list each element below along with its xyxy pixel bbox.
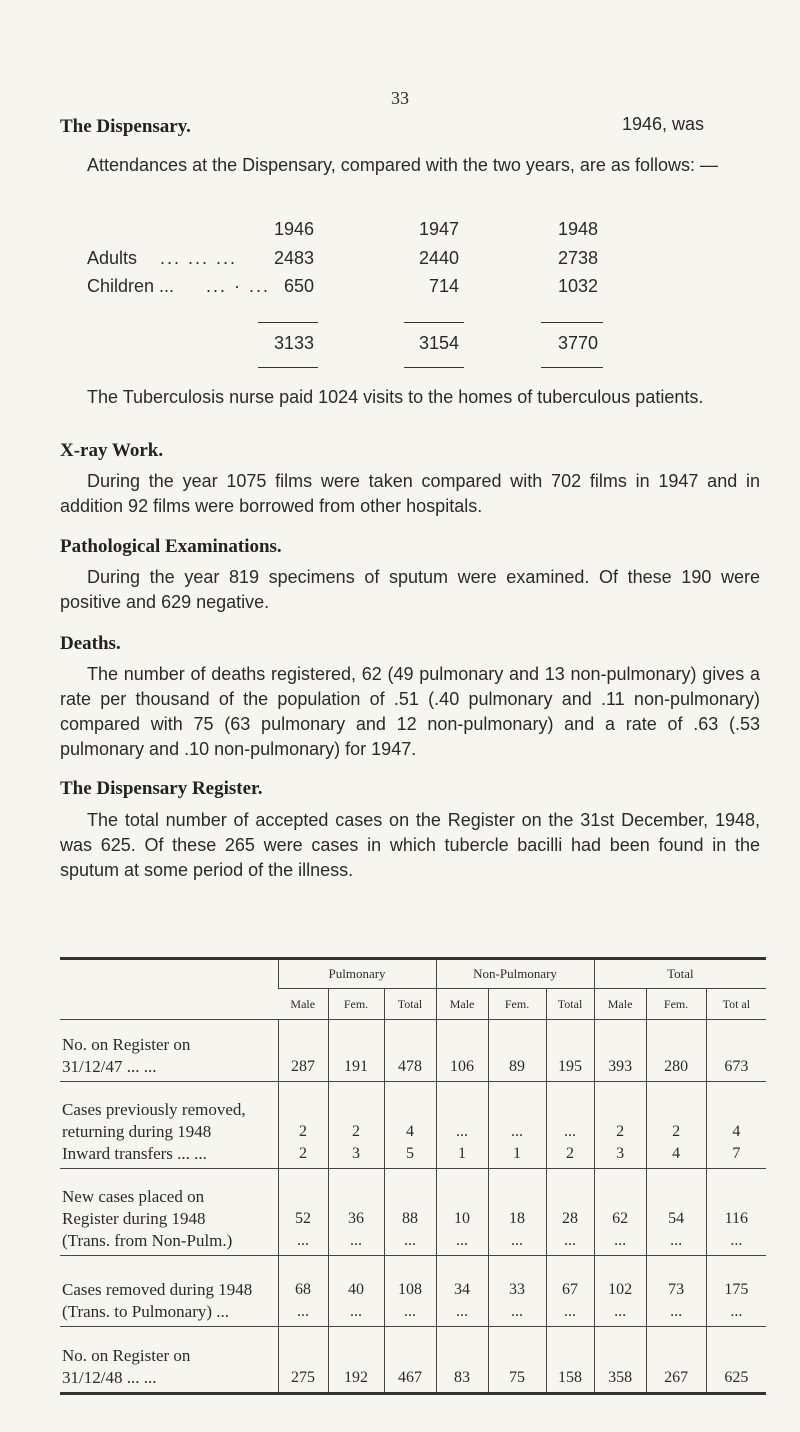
pathological-paragraph [60,565,760,615]
table-cell [646,1020,706,1082]
table-row [60,1169,766,1256]
subhead-7: Fem. [646,989,706,1020]
cell-value: 34 [454,1281,471,1298]
table-cell [488,1082,546,1169]
table-cell [278,1082,328,1169]
year-1947: 1947 [418,219,459,239]
cell-value: 287 [291,1058,315,1075]
row-leader-children: ... · ... [206,276,271,296]
table-cell [594,1169,646,1256]
table-cell [546,1327,594,1394]
subhead-4: Fem. [488,989,546,1020]
cell-value: 89 [509,1058,526,1075]
table-cell [384,1327,436,1394]
table-cell [594,1082,646,1169]
table-cell [706,1020,766,1082]
section-heading-pathological: Pathological Examinations. [60,536,282,557]
table-cell [594,1327,646,1394]
row-label-line: returning during 1948 [62,1122,212,1141]
table-cell [646,1169,706,1256]
row-label-line: (Trans. from Non-Pulm.) [62,1231,233,1250]
cell-value: ... [297,1232,309,1249]
cell-value: 5 [406,1145,415,1162]
row-label [60,1020,278,1082]
cell-value: ... [511,1232,524,1249]
rule-top-1948 [541,322,603,323]
table-cell [594,1256,646,1327]
table-corner [60,959,278,1020]
group-total: Total [594,959,766,989]
table-cell [328,1020,384,1082]
attendances-intro [60,153,760,178]
table-cell [646,1327,706,1394]
section-heading-xray: X-ray Work. [60,440,164,461]
cell-value: 4 [732,1123,741,1140]
cell-value: ... [404,1232,417,1249]
section-heading-register: The Dispensary Register. [60,778,263,799]
deaths-paragraph [60,662,760,762]
cell-value: 67 [562,1281,579,1298]
year-1946: 1946 [273,219,314,239]
row-label-line: New cases placed on [62,1187,205,1206]
total-1946: 3133 [273,333,314,353]
table-row [60,1256,766,1327]
table-cell [546,1169,594,1256]
total-1947: 3154 [418,333,459,353]
cell-value: 625 [724,1369,749,1386]
nurse-visits [60,385,760,410]
cell-value: ... [350,1303,362,1320]
cell-value: 83 [454,1369,471,1386]
table-cell [436,1020,488,1082]
attendances-intro-text: Attendances at the Dispensary, compared with the two years, are as follows: — [87,155,718,175]
row-label-line: Inward transfers ... ... [62,1144,207,1163]
table-cell [546,1256,594,1327]
table-cell [706,1256,766,1327]
table-cell [278,1327,328,1394]
section-heading-deaths: Deaths. [60,633,121,654]
table-cell [706,1327,766,1394]
nurse-visits-text: The Tuberculosis nurse paid 1024 visits to the homes of tuberculous patients. [87,387,704,407]
cell-value: 36 [348,1210,364,1227]
row-label-line: No. on Register on [62,1346,191,1365]
cell-value: 195 [558,1058,583,1075]
row-label-children: Children ... [87,276,175,296]
children-1946: 650 [283,276,314,296]
adults-1948: 2738 [557,248,598,268]
cell-value: 18 [509,1210,526,1227]
subhead-5: Total [546,989,594,1020]
table-cell [646,1082,706,1169]
cell-value: 3 [616,1145,625,1162]
total-1948: 3770 [557,333,598,353]
subhead-0: Male [278,989,328,1020]
cell-value: 1 [458,1145,467,1162]
cell-value: ... [456,1123,469,1140]
children-1947: 714 [428,276,459,296]
cell-value: 40 [348,1281,364,1298]
cell-value: 106 [450,1058,475,1075]
row-label-line: 31/12/47 ... ... [62,1057,157,1076]
cell-value: 62 [612,1210,629,1227]
cell-value: 280 [664,1058,689,1075]
cell-value: 2 [672,1123,681,1140]
cell-value: 175 [724,1281,749,1298]
cell-value: 28 [562,1210,579,1227]
cell-value: 75 [509,1369,526,1386]
cell-value: ... [670,1232,683,1249]
row-label-adults: Adults [87,248,138,268]
table-cell [278,1256,328,1327]
row-leader-adults: ... ... ... [160,248,238,268]
cell-value: 673 [724,1058,749,1075]
cell-value: 192 [344,1369,368,1386]
rule-bottom-1948 [541,367,603,368]
cell-value: 275 [291,1369,315,1386]
cell-value: 358 [608,1369,633,1386]
cell-value: 3 [352,1145,360,1162]
cell-value: ... [511,1303,524,1320]
row-label-line: Cases previously removed, [62,1100,246,1119]
table-cell [706,1082,766,1169]
cell-value: 10 [454,1210,471,1227]
children-1948: 1032 [557,276,598,296]
table-row [60,1020,766,1082]
cell-value: 2 [566,1145,575,1162]
table-cell [384,1020,436,1082]
table-cell [278,1169,328,1256]
cell-value: ... [511,1123,524,1140]
table-cell [546,1082,594,1169]
table-cell [488,1327,546,1394]
xray-text: During the year 1075 films were taken compared with 702 films in 1947 and in addition 92 films were borrowed from other hospitals. [60,471,760,516]
table-cell [328,1082,384,1169]
table-cell [328,1256,384,1327]
row-label-line: Cases removed during 1948 [62,1280,253,1299]
cell-value: 2 [616,1123,625,1140]
cell-value: 52 [295,1210,311,1227]
adults-1947: 2440 [418,248,459,268]
group-non-pulmonary: Non-Pulmonary [436,959,594,989]
cell-value: ... [730,1303,743,1320]
subhead-2: Total [384,989,436,1020]
rule-top-1947 [404,322,464,323]
table-cell [488,1020,546,1082]
page-number: 33 [391,88,409,108]
table-cell [488,1169,546,1256]
rule-bottom-1947 [404,367,464,368]
table-cell [646,1256,706,1327]
cell-value: 54 [668,1210,685,1227]
cell-value: ... [350,1232,362,1249]
cell-value: ... [456,1303,469,1320]
deaths-text: The number of deaths registered, 62 (49 pulmonary and 13 non-pulmonary) gives a rate per thousand of the population of .51 (.40 pulmonary and .11 non-pulmonary) compared with 75 (63 pulmonary and 12 non-pulmonary) and a rate of .63 (.53 pulmonary and .10 non-pulmonary) for 1947. [60,664,760,759]
table-cell [278,1020,328,1082]
table-cell [546,1020,594,1082]
cell-value: 102 [608,1281,633,1298]
cell-value: 116 [724,1210,749,1227]
table-body [60,1020,766,1394]
pathological-text: During the year 819 specimens of sputum were examined. Of these 190 were positive and 629 negative. [60,567,760,612]
row-label [60,1327,278,1394]
table-cell [328,1327,384,1394]
table-row [60,1327,766,1394]
cell-value: 467 [398,1369,423,1386]
cell-value: 33 [509,1281,526,1298]
row-label [60,1082,278,1169]
register-text: The total number of accepted cases on the Register on the 31st December, 1948, was 625. Of these 265 were cases in which tubercle bacilli had been found in the sputum at some period of the illness. [60,810,760,880]
cell-value: 7 [732,1145,741,1162]
cell-value: ... [564,1232,577,1249]
cell-value: ... [456,1232,469,1249]
row-label-line: No. on Register on [62,1035,191,1054]
table-cell [488,1256,546,1327]
rule-top-1946 [258,322,318,323]
cell-value: 393 [608,1058,633,1075]
cell-value: 478 [398,1058,423,1075]
cell-value: 4 [406,1123,415,1140]
table-cell [384,1169,436,1256]
table-cell [436,1256,488,1327]
cell-value: ... [564,1303,577,1320]
table-cell [436,1082,488,1169]
cell-value: 108 [398,1281,423,1298]
subhead-1: Fem. [328,989,384,1020]
cell-value: 191 [344,1058,368,1075]
cell-value: 158 [558,1369,583,1386]
table-cell [436,1169,488,1256]
cell-value: 2 [299,1123,307,1140]
table-row [60,1082,766,1169]
table-cell [436,1327,488,1394]
adults-1946: 2483 [273,248,314,268]
subhead-8: Tot al [706,989,766,1020]
row-label-line: 31/12/48 ... ... [62,1368,157,1387]
table-cell [328,1169,384,1256]
row-label-line: (Trans. to Pulmonary) ... [62,1302,230,1321]
row-label [60,1256,278,1327]
table-cell [594,1020,646,1082]
group-pulmonary: Pulmonary [278,959,436,989]
cell-value: 88 [402,1210,419,1227]
cell-value: 2 [299,1145,307,1162]
cell-value: ... [614,1232,627,1249]
cell-value: 2 [352,1123,360,1140]
cell-value: ... [614,1303,627,1320]
register-paragraph [60,808,760,883]
row-label-line: Register during 1948 [62,1209,206,1228]
cell-value: 68 [295,1281,311,1298]
xray-paragraph [60,469,760,519]
section-heading-dispensary: The Dispensary. [60,116,191,137]
subhead-3: Male [436,989,488,1020]
cell-value: ... [730,1232,743,1249]
cell-value: 1 [513,1145,522,1162]
row-label [60,1169,278,1256]
cell-value: ... [670,1303,683,1320]
table-cell [706,1169,766,1256]
register-table [60,957,766,1395]
table-group-header [60,959,766,989]
table-cell [384,1082,436,1169]
cell-value: 4 [672,1145,681,1162]
cell-value: ... [297,1303,309,1320]
intro-tail: 1946, was [622,114,705,134]
subhead-6: Male [594,989,646,1020]
rule-bottom-1946 [258,367,318,368]
year-1948: 1948 [557,219,598,239]
cell-value: 73 [668,1281,685,1298]
cell-value: ... [564,1123,577,1140]
cell-value: ... [404,1303,417,1320]
table-cell [384,1256,436,1327]
cell-value: 267 [664,1369,689,1386]
